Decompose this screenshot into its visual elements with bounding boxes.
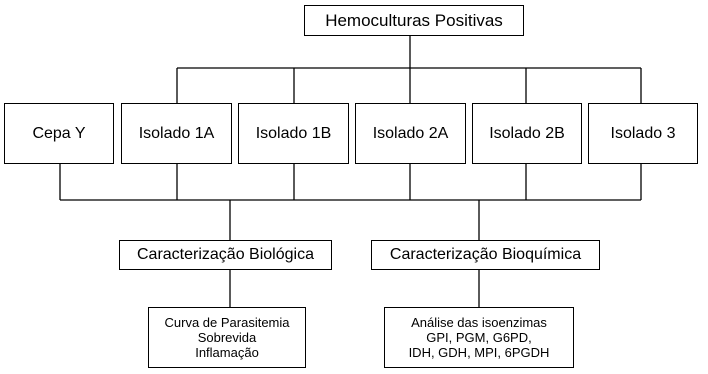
biochemical-details-text — [409, 315, 550, 360]
biological-characterization-node — [119, 240, 332, 270]
biochemical-characterization-node — [371, 240, 600, 270]
detail-line: Inflamação — [195, 345, 259, 360]
biochemical-characterization-label: Caracterização Bioquímica — [389, 246, 582, 263]
strain-node-cepa-y — [4, 103, 114, 164]
biological-details-node — [148, 307, 306, 368]
detail-line: IDH, GDH, MPI, 6PGDH — [408, 345, 550, 360]
biological-details-text — [165, 315, 290, 360]
strain-node-isolado-3 — [588, 103, 698, 164]
strain-label: Isolado 2B — [489, 124, 565, 142]
detail-line: Curva de Parasitemia — [164, 315, 290, 330]
strain-label: Cepa Y — [32, 124, 86, 142]
strain-label: Isolado 3 — [610, 124, 676, 142]
strain-label: Isolado 2A — [372, 124, 449, 142]
strain-node-isolado-1b — [238, 103, 349, 164]
biological-characterization-label: Caracterização Biológica — [137, 246, 314, 263]
detail-line: Sobrevida — [197, 330, 257, 345]
root-node — [304, 5, 524, 36]
strain-node-isolado-2b — [472, 103, 582, 164]
strain-label: Isolado 1A — [138, 124, 215, 142]
detail-line: Análise das isoenzimas — [411, 315, 547, 330]
detail-line: GPI, PGM, G6PD, — [426, 330, 532, 345]
biochemical-details-node — [384, 307, 574, 368]
root-node-label: Hemoculturas Positivas — [325, 10, 503, 30]
strain-label: Isolado 1B — [255, 124, 332, 142]
strain-node-isolado-2a — [355, 103, 466, 164]
strain-node-isolado-1a — [121, 103, 232, 164]
